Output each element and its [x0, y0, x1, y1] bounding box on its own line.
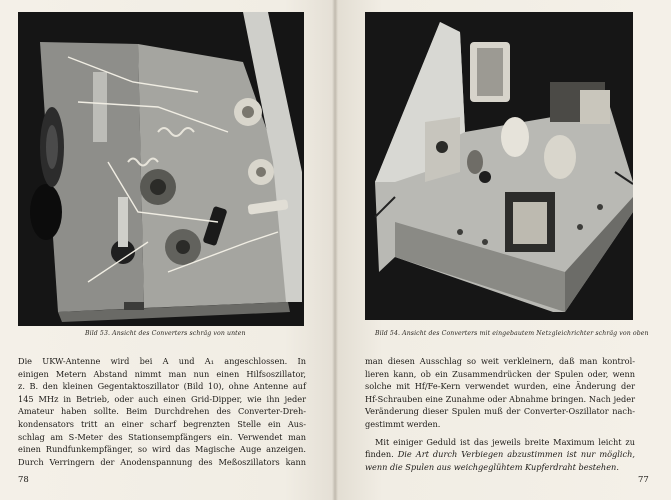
- text-italic: wenn die Spulen aus weichgeglühtem Kupferdraht bestehen.: [365, 461, 619, 472]
- text-line: Durch Verringern der Anodenspannung des Meßoszillators kann: [18, 456, 306, 467]
- text-plain: finden.: [365, 449, 398, 460]
- figure-caption: Bild 53. Ansicht des Converters schräg von unten: [85, 330, 246, 337]
- book-gutter: [332, 0, 338, 500]
- text-line: Veränderung dieser Spulen muß der Converter-Oszillator nach-: [365, 406, 635, 417]
- text-line: gestimmt werden.: [365, 418, 441, 429]
- text-line: z. B. den kleinen Gegentaktoszillator (Bild 10), ohne Antenne auf: [18, 381, 306, 392]
- body-text-right: [365, 355, 635, 473]
- left-page: [0, 0, 335, 500]
- converter-underside-image: [18, 12, 304, 326]
- page-number: 77: [638, 475, 649, 485]
- text-line: Mit einiger Geduld ist das jeweils breite Maximum leicht zu: [375, 436, 635, 447]
- text-line: lieren kann, ob ein Zusammendrücken der Spulen oder, wenn: [365, 368, 635, 379]
- text-line: man diesen Ausschlag so weit verkleinern, daß man kontrol-: [365, 356, 635, 366]
- text-line: schlag am S-Meter des Stationsempfängers ein. Verwendet man: [18, 431, 306, 442]
- text-line: solche mit Hf/Fe-Kern verwendet wurden, eine Änderung der: [365, 381, 635, 392]
- text-line: Die UKW-Antenne wird bei A und A₁ angeschlossen. In: [18, 356, 306, 366]
- text-line: kondensators tritt an einer scharf begrenzten Stelle ein Aus-: [18, 418, 306, 429]
- text-line: 145 MHz in Betrieb, oder auch einen Grid-Dipper, wie ihn jeder: [18, 393, 306, 404]
- text-line: Hf-Schrauben eine Zunahme oder Abnahme bringen. Nach jeder: [365, 393, 635, 404]
- text-line: einigen Metern Abstand nimmt man nun einen Hilfsoszillator,: [18, 368, 306, 379]
- text-line: Amateur haben sollte. Beim Durchdrehen des Converter-Dreh-: [18, 406, 306, 417]
- text-line-mixed: [365, 448, 635, 461]
- converter-top-image: [365, 12, 633, 320]
- converter-photo-bottom-view: [18, 12, 304, 326]
- text-line: einen Rundfunkempfänger, so wird das Magische Auge anzeigen.: [18, 444, 306, 455]
- right-page: [335, 0, 671, 500]
- figure-caption: Bild 54. Ansicht des Converters mit eingebautem Netzgleichrichter schräg von oben: [375, 330, 649, 337]
- converter-photo-top-view: [365, 12, 633, 320]
- page-number: 78: [18, 475, 29, 485]
- text-italic: Die Art durch Verbiegen abzustimmen ist nur möglich,: [397, 449, 635, 460]
- text-line: [365, 461, 635, 474]
- body-text-left: [18, 355, 306, 468]
